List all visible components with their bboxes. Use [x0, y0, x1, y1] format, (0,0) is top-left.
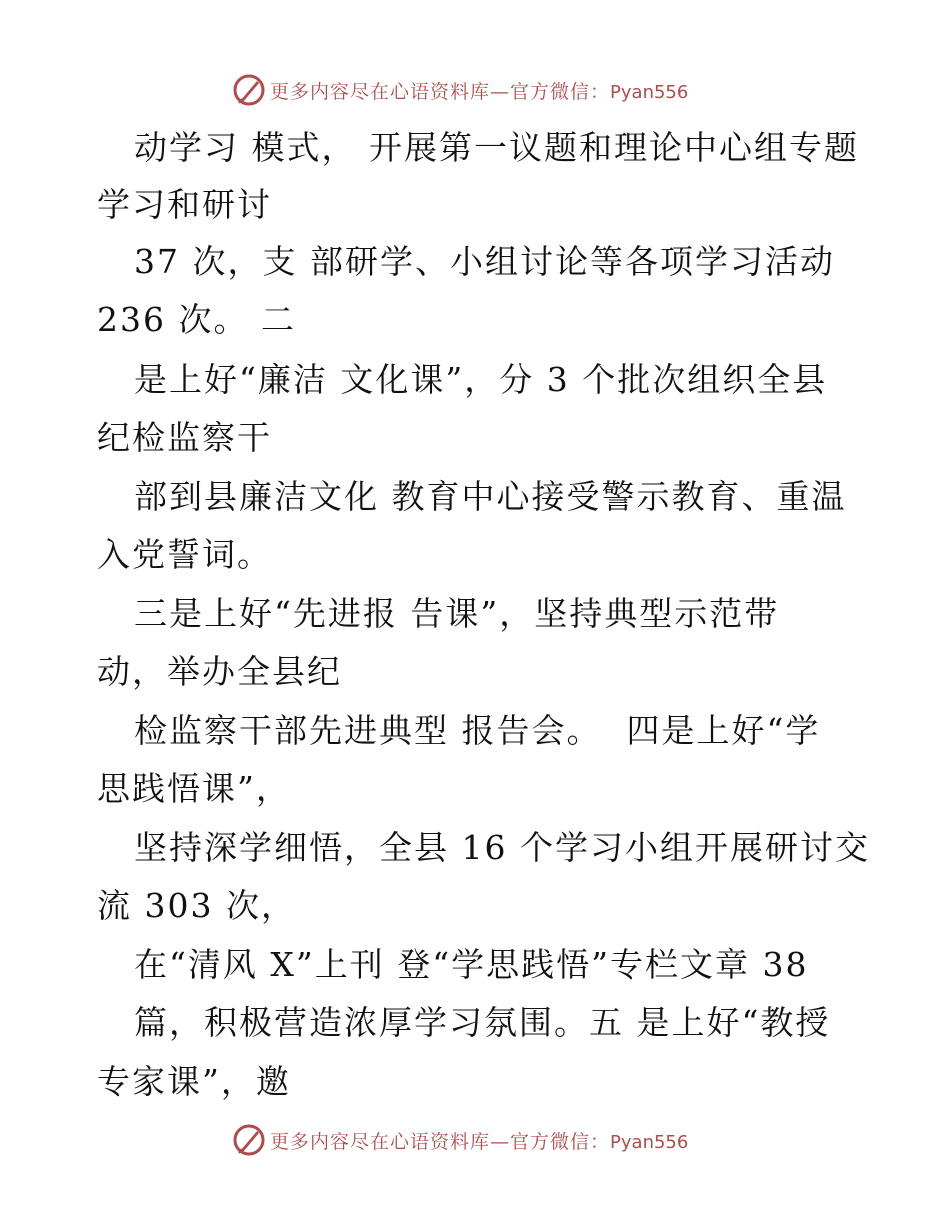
text-line: 部到县廉洁文化 教育中心接受警示教育、重温 — [134, 477, 847, 516]
text-line: 在“清风 X”上刊 登“学思践悟”专栏文章 38 — [134, 945, 809, 984]
text-line: 流 303 次， — [97, 886, 296, 925]
text-line: 专家课”，邀 — [97, 1062, 291, 1101]
text-line: 动，举办全县纪 — [97, 652, 342, 691]
text-line: 纪检监察干 — [97, 418, 272, 457]
text-line: 篇，积极营造浓厚学习氛围。五 是上好“教授 — [134, 1003, 831, 1042]
text-line: 三是上好“先进报 告课”，坚持典型示范带 — [134, 594, 780, 633]
watermark-text: 更多内容尽在心语资料库—官方微信：Pyan556 — [270, 1130, 689, 1153]
text-line: 坚持深学细悟，全县 16 个学习小组开展研讨交 — [134, 828, 870, 867]
quill-logo-icon — [232, 73, 266, 107]
watermark-text: 更多内容尽在心语资料库—官方微信：Pyan556 — [270, 80, 689, 103]
text-line: 37 次，支 部研学、小组讨论等各项学习活动 — [134, 242, 835, 281]
watermark-banner-top — [0, 70, 950, 110]
text-line: 动学习 模式， 开展第一议题和理论中心组专题 — [134, 128, 859, 167]
text-line: 236 次。 二 — [97, 300, 296, 339]
watermark-banner-bottom — [0, 1120, 950, 1160]
text-line: 检监察干部先进典型 报告会。 四是上好“学 — [134, 711, 821, 750]
quill-logo-icon — [232, 1123, 266, 1157]
text-line: 思践悟课”， — [97, 769, 291, 808]
text-line: 学习和研讨 — [97, 185, 272, 224]
text-line: 是上好“廉洁 文化课”，分 3 个批次组织全县 — [134, 360, 828, 399]
text-line: 入党誓词。 — [97, 535, 272, 574]
